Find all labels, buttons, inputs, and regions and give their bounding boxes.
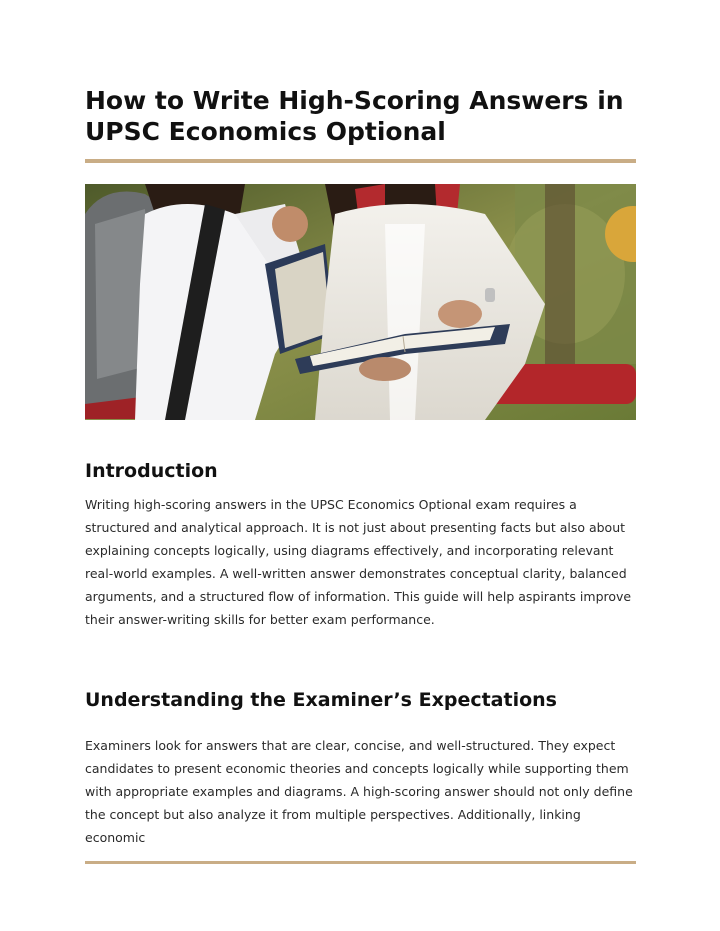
section-heading-introduction: Introduction xyxy=(85,460,218,482)
section-paragraph-introduction: Writing high-scoring answers in the UPSC Economics Optional exam requires a structured and analytical approach. It is not just about presenting facts but also about explaining concepts logically, using diagrams effectively, and incorporating relevant real-world examples. A well-written answer demonstrates conceptual clarity, balanced arguments, and a structured flow of information. This guide will help aspirants improve their answer-writing skills for better exam performance. xyxy=(85,497,632,627)
page-title: How to Write High-Scoring Answers in UPSC Economics Optional xyxy=(85,86,624,146)
title-divider xyxy=(85,159,636,163)
footer-divider xyxy=(85,861,636,864)
section-heading-examiner-expectations: Understanding the Examiner’s Expectations xyxy=(85,689,557,711)
section-paragraph-examiner-expectations: Examiners look for answers that are clear, concise, and well-structured. They expect candidates to present economic theories and concepts logically while supporting them with appropriate examples and diagrams. A high-scoring answer should not only define the concept but also analyze it from multiple perspectives. Additionally, linking economic xyxy=(85,738,633,845)
hero-image xyxy=(85,184,636,420)
